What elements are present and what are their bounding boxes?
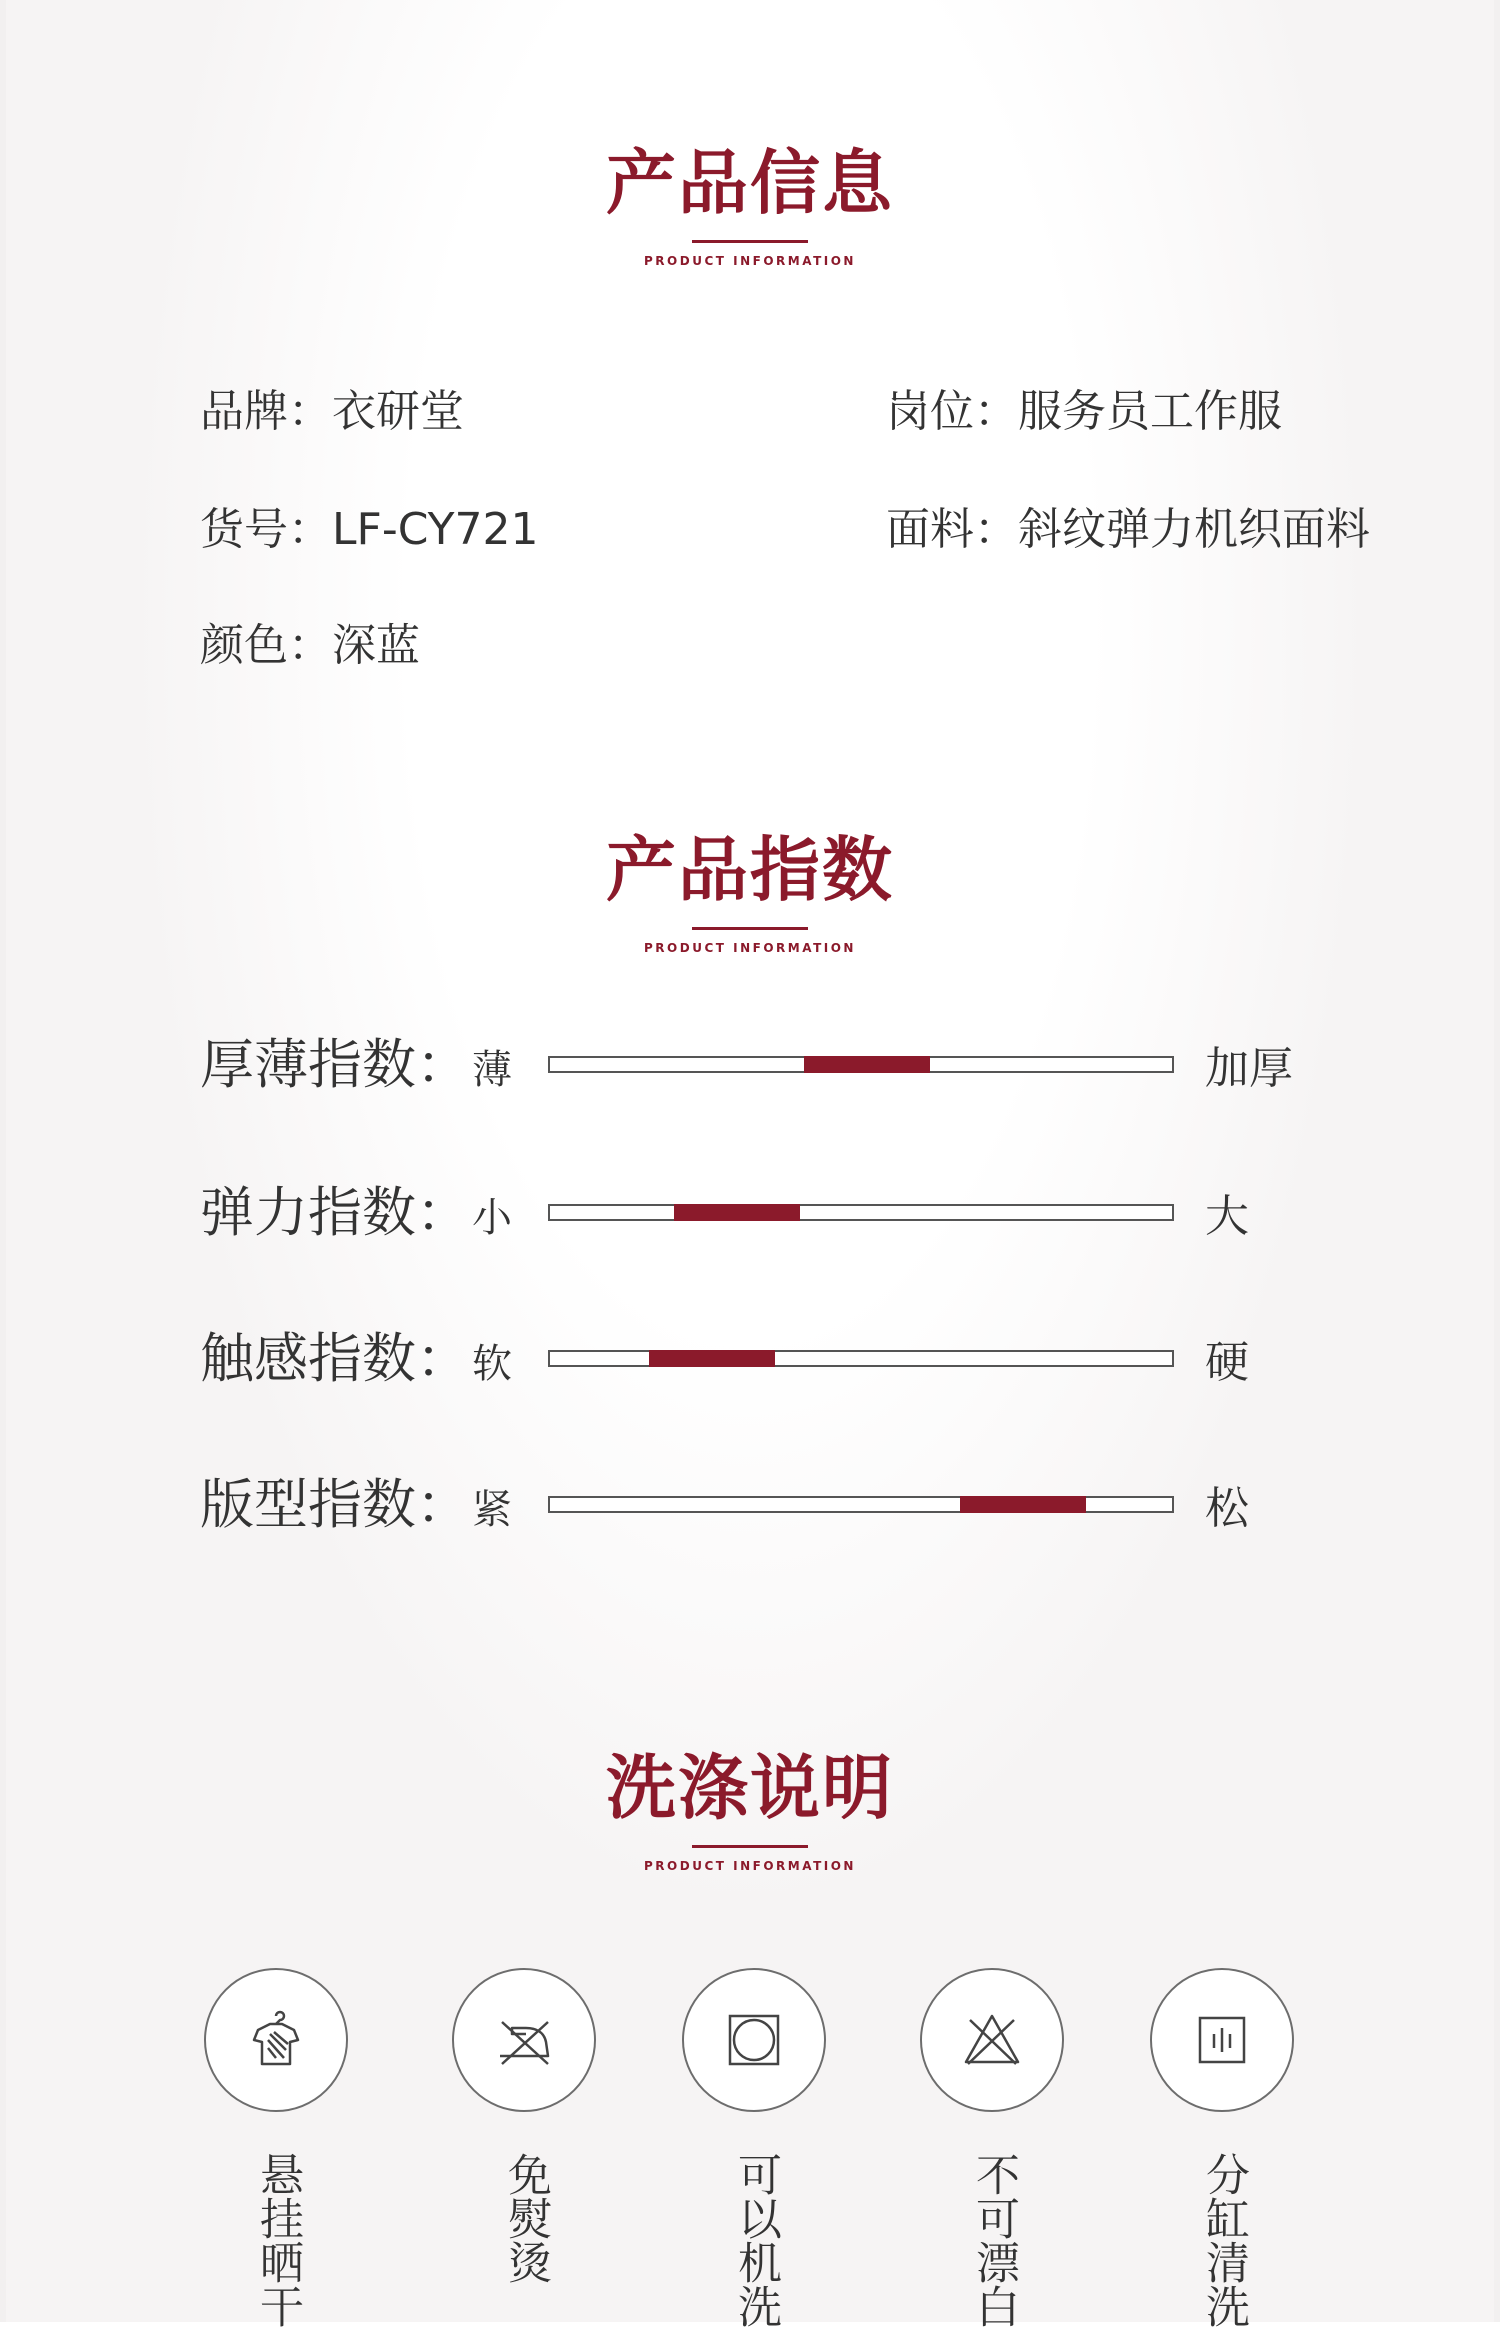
info-position: 岗位：服务员工作服 [886, 386, 1282, 437]
care-section-title: 洗涤说明 [606, 1747, 894, 1829]
info-section-rule [692, 240, 808, 243]
index-row-elasticity [200, 1181, 1300, 1246]
index-fill-marker [649, 1350, 775, 1367]
index-track [548, 1056, 1174, 1073]
info-section-title: 产品信息 [606, 142, 894, 224]
index-label: 弹力指数： [200, 1181, 470, 1244]
care-section-subtitle: PRODUCT INFORMATION [644, 1859, 856, 1873]
index-max-label: 加厚 [1205, 1043, 1293, 1094]
left-edge-shade [0, 0, 6, 2322]
info-color: 颜色：深蓝 [200, 620, 420, 671]
index-row-touch [200, 1327, 1300, 1392]
care-icon-circle [1150, 1968, 1294, 2112]
index-fill-marker [960, 1496, 1086, 1513]
index-row-fit [200, 1473, 1300, 1538]
index-min-label: 薄 [472, 1047, 512, 1093]
index-min-label: 软 [472, 1341, 512, 1387]
wash-separately-icon [1190, 2008, 1254, 2072]
index-track [548, 1204, 1174, 1221]
index-fill-marker [674, 1204, 800, 1221]
index-section-rule [692, 927, 808, 930]
care-icon-circle [682, 1968, 826, 2112]
care-label: 可以机洗 [730, 2152, 781, 2328]
care-section-rule [692, 1845, 808, 1848]
care-item-no-iron [452, 1968, 598, 2284]
index-label: 厚薄指数： [200, 1033, 470, 1096]
care-label: 不可漂白 [968, 2152, 1019, 2328]
index-min-label: 紧 [472, 1487, 512, 1533]
care-label: 免熨烫 [500, 2152, 551, 2284]
care-icon-circle [920, 1968, 1064, 2112]
index-section-title: 产品指数 [606, 829, 894, 911]
info-item-number: 货号：LF-CY721 [200, 504, 539, 555]
index-section-subtitle: PRODUCT INFORMATION [644, 941, 856, 955]
care-item-machine-wash [682, 1968, 828, 2328]
care-label: 悬挂晒干 [252, 2152, 303, 2328]
no-iron-icon [492, 2008, 556, 2072]
index-section-header [0, 829, 1500, 955]
index-track [548, 1496, 1174, 1513]
care-section-header [0, 1747, 1500, 1873]
index-fill-marker [804, 1056, 930, 1073]
care-label: 分缸清洗 [1198, 2152, 1249, 2328]
info-section-header [0, 142, 1500, 268]
care-item-wash-separately [1150, 1968, 1296, 2328]
index-max-label: 硬 [1205, 1337, 1249, 1388]
info-section-subtitle: PRODUCT INFORMATION [644, 254, 856, 268]
no-bleach-icon [960, 2008, 1024, 2072]
info-brand: 品牌：衣研堂 [200, 386, 464, 437]
care-item-hang-dry [204, 1968, 350, 2328]
index-max-label: 大 [1205, 1191, 1249, 1242]
care-icon-circle [204, 1968, 348, 2112]
index-max-label: 松 [1205, 1483, 1249, 1534]
index-min-label: 小 [472, 1195, 512, 1241]
hang-dry-icon [244, 2008, 308, 2072]
index-label: 触感指数： [200, 1327, 470, 1390]
index-row-thickness [200, 1033, 1300, 1098]
info-fabric: 面料：斜纹弹力机织面料 [886, 504, 1370, 555]
machine-wash-icon [722, 2008, 786, 2072]
care-item-no-bleach [920, 1968, 1066, 2328]
index-track [548, 1350, 1174, 1367]
index-label: 版型指数： [200, 1473, 470, 1536]
care-icon-circle [452, 1968, 596, 2112]
right-edge-shade [1494, 0, 1500, 2322]
